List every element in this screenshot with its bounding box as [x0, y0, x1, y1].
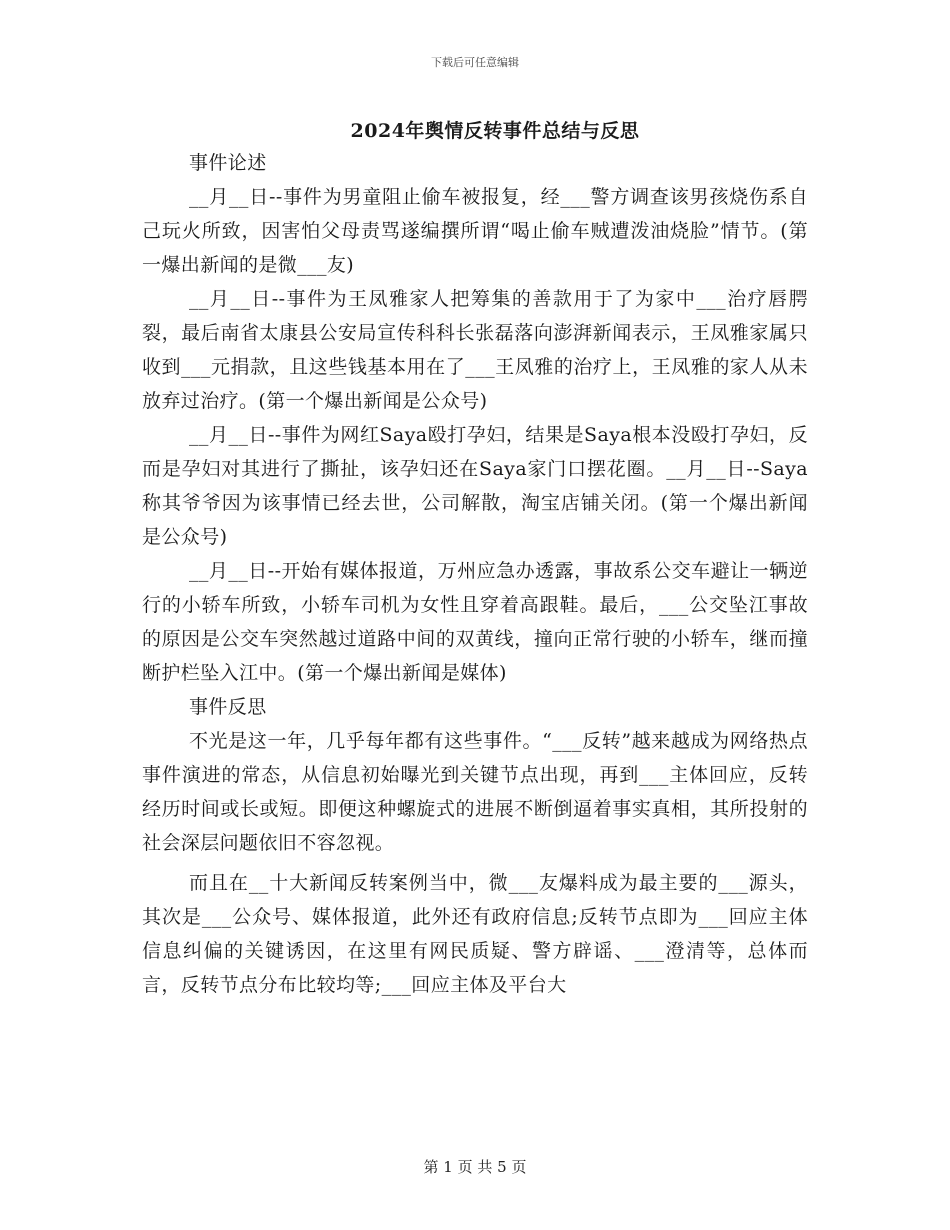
paragraph-2: __月__日--事件为王凤雅家人把筹集的善款用于了为家中___治疗唇腭裂，最后南省太康县公安局宣传科科长张磊落向澎湃新闻表示，王凤雅家属只收到___元捐款，且这些钱基本用在了___王凤雅的治疗上，王凤雅的家人从未放弃过治疗。(第一个爆出新闻是公众号)	[142, 288, 808, 412]
document-body	[142, 146, 808, 1002]
paragraph-3: __月__日--事件为网红Saya殴打孕妇，结果是Saya根本没殴打孕妇，反而是孕妇对其进行了撕扯，该孕妇还在Saya家门口摆花圈。__月__日--Saya称其爷爷因为该事情已经去世，公司解散，淘宝店铺关闭。(第一个爆出新闻是公众号)	[142, 424, 808, 548]
paragraph-6: 而且在__十大新闻反转案例当中，微___友爆料成为最主要的___源头，其次是___公众号、媒体报道，此外还有政府信息;反转节点即为___回应主体信息纠偏的关键诱因，在这里有网民质疑、警方辟谣、___澄清等，总体而言，反转节点分布比较均等;___回应主体及平台大	[142, 872, 808, 996]
document-title: 2024年舆情反转事件总结与反思	[350, 120, 640, 142]
paragraph-5: 不光是这一年，几乎每年都有这些事件。“___反转”越来越成为网络热点事件演进的常态，从信息初始曝光到关键节点出现，再到___主体回应，反转经历时间或长或短。即便这种螺旋式的进展不断倒逼着事实真相，其所投射的社会深层问题依旧不容忽视。	[142, 730, 808, 854]
paragraph-4: __月__日--开始有媒体报道，万州应急办透露，事故系公交车避让一辆逆行的小轿车所致，小轿车司机为女性且穿着高跟鞋。最后，___公交坠江事故的原因是公交车突然越过道路中间的双黄线，撞向正常行驶的小轿车，继而撞断护栏坠入江中。(第一个爆出新闻是媒体)	[142, 560, 808, 684]
section-heading-events: 事件论述	[189, 152, 267, 174]
paragraph-1: __月__日--事件为男童阻止偷车被报复，经___警方调查该男孩烧伤系自己玩火所致，因害怕父母责骂遂编撰所谓“喝止偷车贼遭泼油烧脸”情节。(第一爆出新闻的是微___友)	[142, 186, 808, 276]
page-footer: 第 1 页 共 5 页	[423, 1158, 527, 1176]
section-heading-reflection: 事件反思	[189, 696, 267, 718]
header-note: 下载后可任意编辑	[431, 56, 519, 69]
